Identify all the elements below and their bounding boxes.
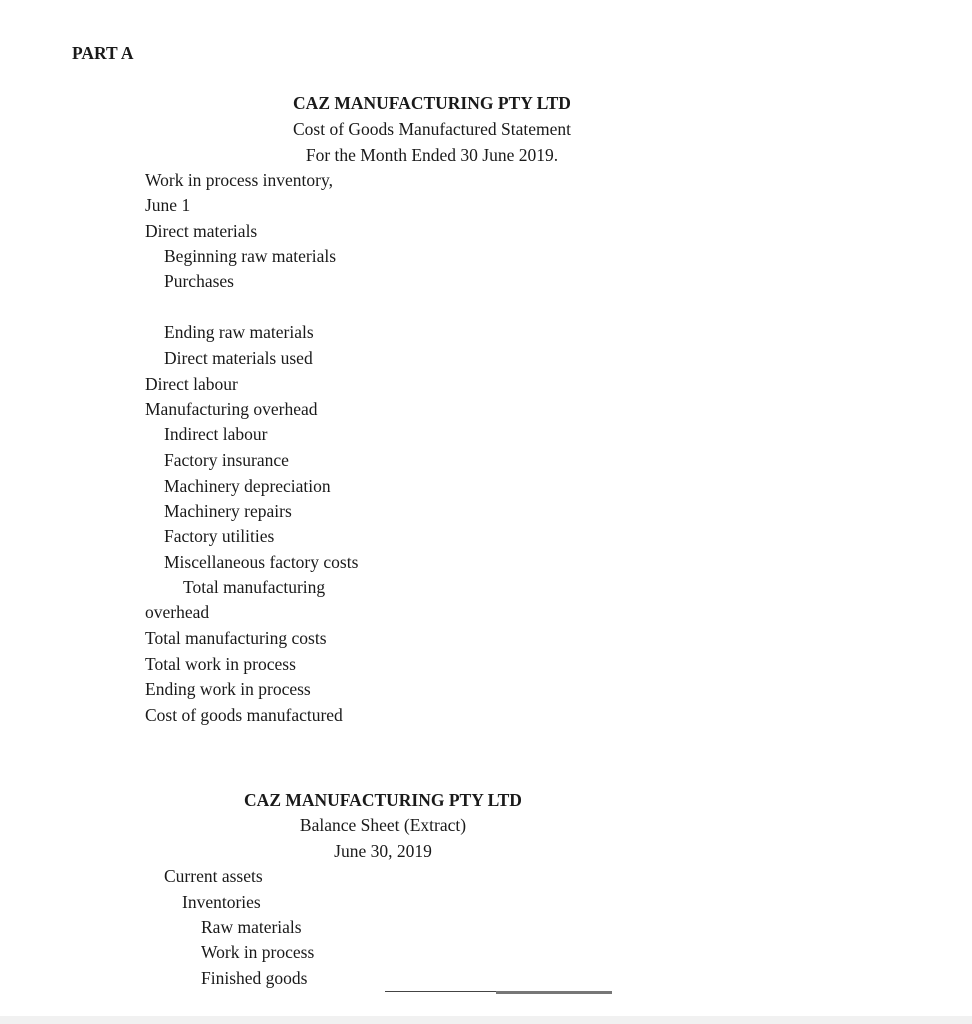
bs-date: June 30, 2019 — [334, 841, 432, 861]
bs-company-name: CAZ MANUFACTURING PTY LTD — [244, 790, 522, 810]
line-purchases: Purchases — [164, 271, 234, 291]
part-heading: PART A — [72, 43, 134, 63]
line-total-manufacturing-overhead-cont: overhead — [145, 602, 210, 622]
line-machinery-depreciation: Machinery depreciation — [164, 476, 331, 496]
cogm-statement-title: Cost of Goods Manufactured Statement — [292, 119, 572, 139]
total-rule-thick — [496, 991, 612, 994]
line-june-1: June 1 — [145, 195, 191, 215]
line-misc-factory-costs: Miscellaneous factory costs — [164, 552, 359, 572]
bs-line-inventories: Inventories — [182, 892, 261, 912]
line-total-manufacturing-costs: Total manufacturing costs — [145, 628, 327, 648]
line-ending-raw-materials: Ending raw materials — [164, 322, 314, 342]
line-ending-work-in-process: Ending work in process — [145, 679, 311, 699]
bs-title: Balance Sheet (Extract) — [299, 815, 467, 835]
line-beginning-raw-materials: Beginning raw materials — [164, 246, 337, 266]
line-direct-materials: Direct materials — [145, 221, 258, 241]
cogm-company-name: CAZ MANUFACTURING PTY LTD — [293, 93, 571, 113]
bs-line-current-assets: Current assets — [164, 866, 263, 886]
line-machinery-repairs: Machinery repairs — [164, 501, 292, 521]
cogm-period: For the Month Ended 30 June 2019. — [305, 145, 559, 165]
line-total-work-in-process: Total work in process — [145, 654, 296, 674]
line-wip-inventory: Work in process inventory, — [145, 170, 333, 190]
bs-line-raw-materials: Raw materials — [201, 917, 302, 937]
line-total-manufacturing-overhead: Total manufacturing — [183, 577, 326, 597]
bs-line-finished-goods: Finished goods — [201, 968, 308, 988]
line-indirect-labour: Indirect labour — [164, 424, 268, 444]
total-rule-single — [385, 991, 497, 992]
page-bottom-strip — [0, 1016, 972, 1024]
line-cost-of-goods-manufactured: Cost of goods manufactured — [145, 705, 343, 725]
bs-line-work-in-process: Work in process — [201, 942, 315, 962]
line-factory-utilities: Factory utilities — [164, 526, 275, 546]
line-direct-materials-used: Direct materials used — [164, 348, 313, 368]
line-direct-labour: Direct labour — [145, 374, 238, 394]
line-manufacturing-overhead: Manufacturing overhead — [145, 399, 318, 419]
line-factory-insurance: Factory insurance — [164, 450, 289, 470]
